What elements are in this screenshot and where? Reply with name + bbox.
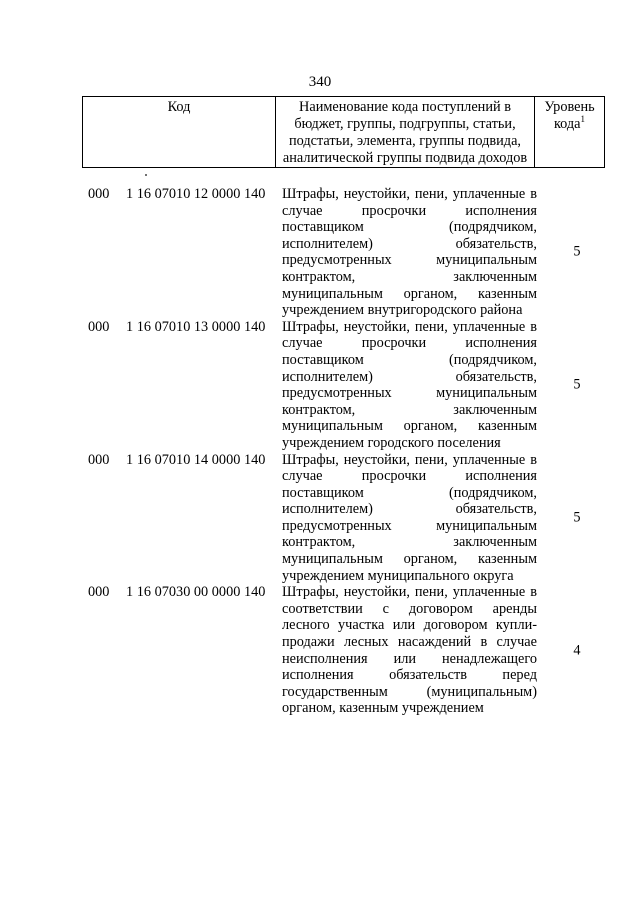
row-name: Штрафы, неустойки, пени, уплаченные в соответствии с договором аренды лесного участка или договором купли-продажи лесных насаждений в случае неисполнения или ненадлежащего исполнения обязательств перед государственным (муниципальным) органом, казенным учреждением [282, 584, 537, 717]
scan-dot [145, 174, 147, 176]
row-name: Штрафы, неустойки, пени, уплаченные в случае просрочки исполнения поставщиком (подрядчиком, исполнителем) обязательств, предусмотренных муниципальным контрактом, заключенным муниципальным органом, казенным учреждением внутригородского района [282, 186, 537, 319]
page-number: 340 [308, 74, 332, 90]
row-revenue-code: 1 16 07010 13 0000 140 [126, 318, 266, 335]
table-body [82, 186, 605, 717]
row-revenue-code: 1 16 07010 12 0000 140 [126, 186, 266, 202]
header-level [535, 97, 605, 168]
header-code: Код [83, 97, 276, 168]
table-row [82, 319, 605, 452]
row-name: Штрафы, неустойки, пени, уплаченные в случае просрочки исполнения поставщиком (подрядчиком, исполнителем) обязательств, предусмотренных муниципальным контрактом, заключенным муниципальным органом, казенным учреждением городского поселения [282, 318, 537, 451]
row-level: 5 [573, 509, 581, 526]
table-row [82, 584, 605, 717]
table-row [82, 186, 605, 319]
header-name: Наименование кода поступлений в бюджет, группы, подгруппы, статьи, подстатьи, элемента, группы подвида, аналитической группы подвида доходов [276, 97, 535, 168]
header-level-footnote: 1 [580, 114, 586, 125]
row-admin-code: 000 [88, 584, 110, 601]
header-level-label: Уровень кода [544, 99, 595, 132]
row-level: 5 [573, 244, 581, 261]
row-level: 5 [573, 376, 581, 393]
table-row [82, 452, 605, 585]
row-admin-code: 000 [88, 186, 110, 202]
row-revenue-code: 1 16 07030 00 0000 140 [126, 584, 266, 601]
row-admin-code: 000 [88, 451, 110, 468]
row-admin-code: 000 [88, 318, 110, 335]
table-header [82, 96, 605, 168]
row-level: 4 [573, 642, 581, 659]
row-name: Штрафы, неустойки, пени, уплаченные в случае просрочки исполнения поставщиком (подрядчиком, исполнителем) обязательств, предусмотренных муниципальным контрактом, заключенным муниципальным органом, казенным учреждением муниципального округа [282, 451, 537, 584]
row-revenue-code: 1 16 07010 14 0000 140 [126, 451, 266, 468]
